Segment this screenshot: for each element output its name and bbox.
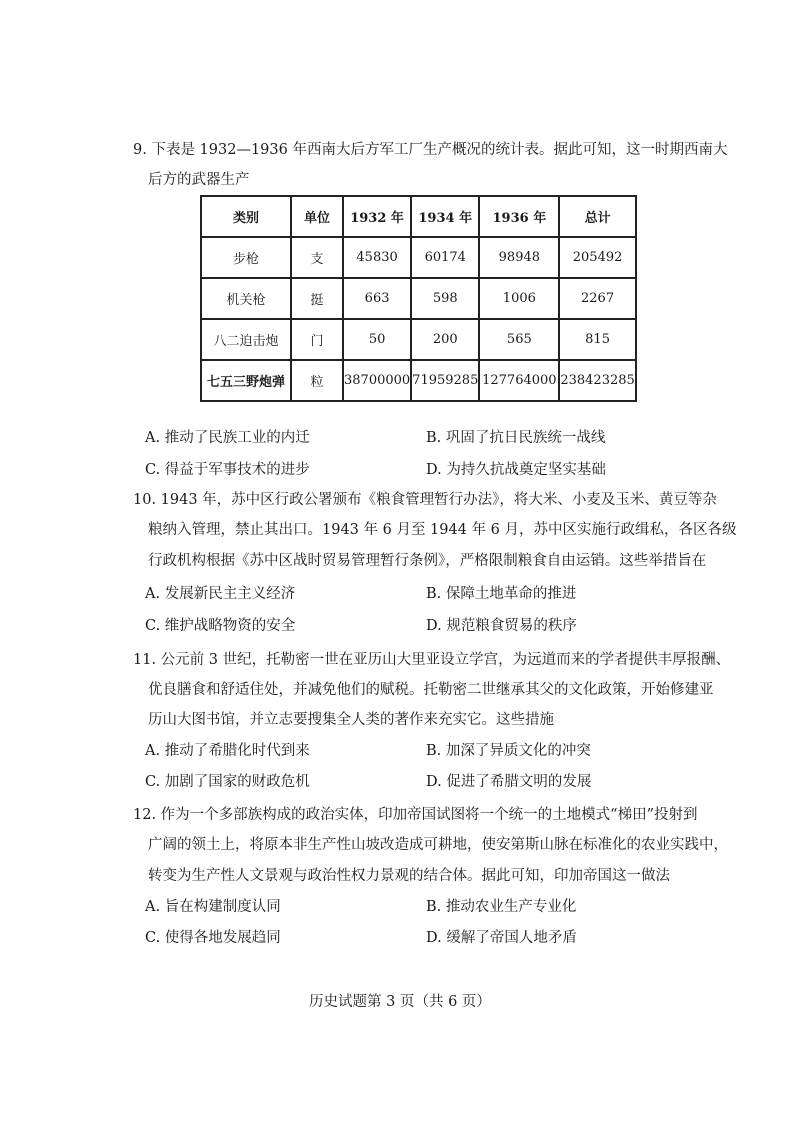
table-cell: 200 [411,319,479,360]
table-row [201,360,636,401]
q10-option-a: A. 发展新民主主义经济 [145,586,296,602]
table-cell: 步枪 [201,237,291,278]
q10-option-d: D. 规范粮食贸易的秩序 [426,618,577,634]
table-cell: 支 [291,237,343,278]
table-cell: 八二迫击炮 [201,319,291,360]
table-cell: 238423285 [559,360,635,401]
table-header-row [201,196,636,237]
q10-stem-line-3: 行政机构根据《苏中区战时贸易管理暂行条例》，严格限制粮食自由运销。这些举措旨在 [148,553,707,569]
q9-option-d: D. 为持久抗战奠定坚实基础 [426,462,606,478]
q10-stem-line-2: 粮纳入管理，禁止其出口。1943 年 6 月至 1944 年 6 月，苏中区实施行政缉私，各区各级 [148,522,737,538]
q9-option-c: C. 得益于军事技术的进步 [145,462,310,478]
q11-option-a: A. 推动了希腊化时代到来 [145,743,310,759]
table-cell: 127764000 [479,360,559,401]
table-header: 1934 年 [411,196,479,237]
table-header: 单位 [291,196,343,237]
q9-stem-line-1: 9. 下表是 1932—1936 年西南大后方军工厂生产概况的统计表。据此可知，这一时期西南大 [133,142,728,158]
q10-option-b: B. 保障土地革命的推进 [426,586,577,602]
q9-option-b: B. 巩固了抗日民族统一战线 [426,430,606,446]
q10-stem-line-1: 10. 1943 年，苏中区行政公署颁布《粮食管理暂行办法》，将大米、小麦及玉米、黄豆等杂 [133,492,717,508]
table-cell: 663 [343,278,411,319]
q11-stem-line-2: 优良膳食和舒适住处，并减免他们的赋税。托勒密二世继承其父的文化政策，开始修建亚 [148,682,714,698]
table-cell: 98948 [479,237,559,278]
table-row [201,319,636,360]
q12-stem-line-2: 广阔的领土上，将原本非生产性山坡改造成可耕地，使安第斯山脉在标准化的农业实践中， [148,837,728,853]
table-header: 总计 [559,196,635,237]
q9-option-a: A. 推动了民族工业的内迁 [145,430,310,446]
q12-stem-line-1: 12. 作为一个多部族构成的政治实体，印加帝国试图将一个统一的土地模式“梯田”投射到 [133,807,698,823]
table-cell: 1006 [479,278,559,319]
q11-option-c: C. 加剧了国家的财政危机 [145,774,310,790]
q12-option-a: A. 旨在构建制度认同 [145,899,281,915]
q10-option-c: C. 维护战略物资的安全 [145,618,296,634]
table-cell: 挺 [291,278,343,319]
q11-stem-line-1: 11. 公元前 3 世纪，托勒密一世在亚历山大里亚设立学宫，为远道而来的学者提供丰厚报酬、 [133,652,731,668]
q11-option-b: B. 加深了异质文化的冲突 [426,743,591,759]
production-table [200,195,637,402]
q12-stem-line-3: 转变为生产性人文景观与政治性权力景观的结合体。据此可知，印加帝国这一做法 [148,868,670,884]
table-row [201,278,636,319]
q12-option-c: C. 使得各地发展趋同 [145,930,281,946]
table-header: 类别 [201,196,291,237]
table-cell: 565 [479,319,559,360]
table-cell: 71959285 [411,360,479,401]
table-cell: 门 [291,319,343,360]
table-cell: 七五三野炮弹 [201,360,291,401]
table-cell: 45830 [343,237,411,278]
table-cell: 50 [343,319,411,360]
table-header: 1936 年 [479,196,559,237]
table-cell: 598 [411,278,479,319]
q12-option-d: D. 缓解了帝国人地矛盾 [426,930,577,946]
q12-option-b: B. 推动农业生产专业化 [426,899,577,915]
q11-option-d: D. 促进了希腊文明的发展 [426,774,592,790]
table-cell: 粒 [291,360,343,401]
table-header: 1932 年 [343,196,411,237]
table-cell: 机关枪 [201,278,291,319]
table-cell: 2267 [559,278,635,319]
q11-stem-line-3: 历山大图书馆，并立志要搜集全人类的著作来充实它。这些措施 [148,712,554,728]
page-footer: 历史试题第 3 页（共 6 页） [309,994,491,1010]
q9-stem-line-2: 后方的武器生产 [148,172,250,188]
table-row [201,237,636,278]
table-cell: 38700000 [343,360,411,401]
table-cell: 60174 [411,237,479,278]
table-cell: 205492 [559,237,635,278]
table-cell: 815 [559,319,635,360]
